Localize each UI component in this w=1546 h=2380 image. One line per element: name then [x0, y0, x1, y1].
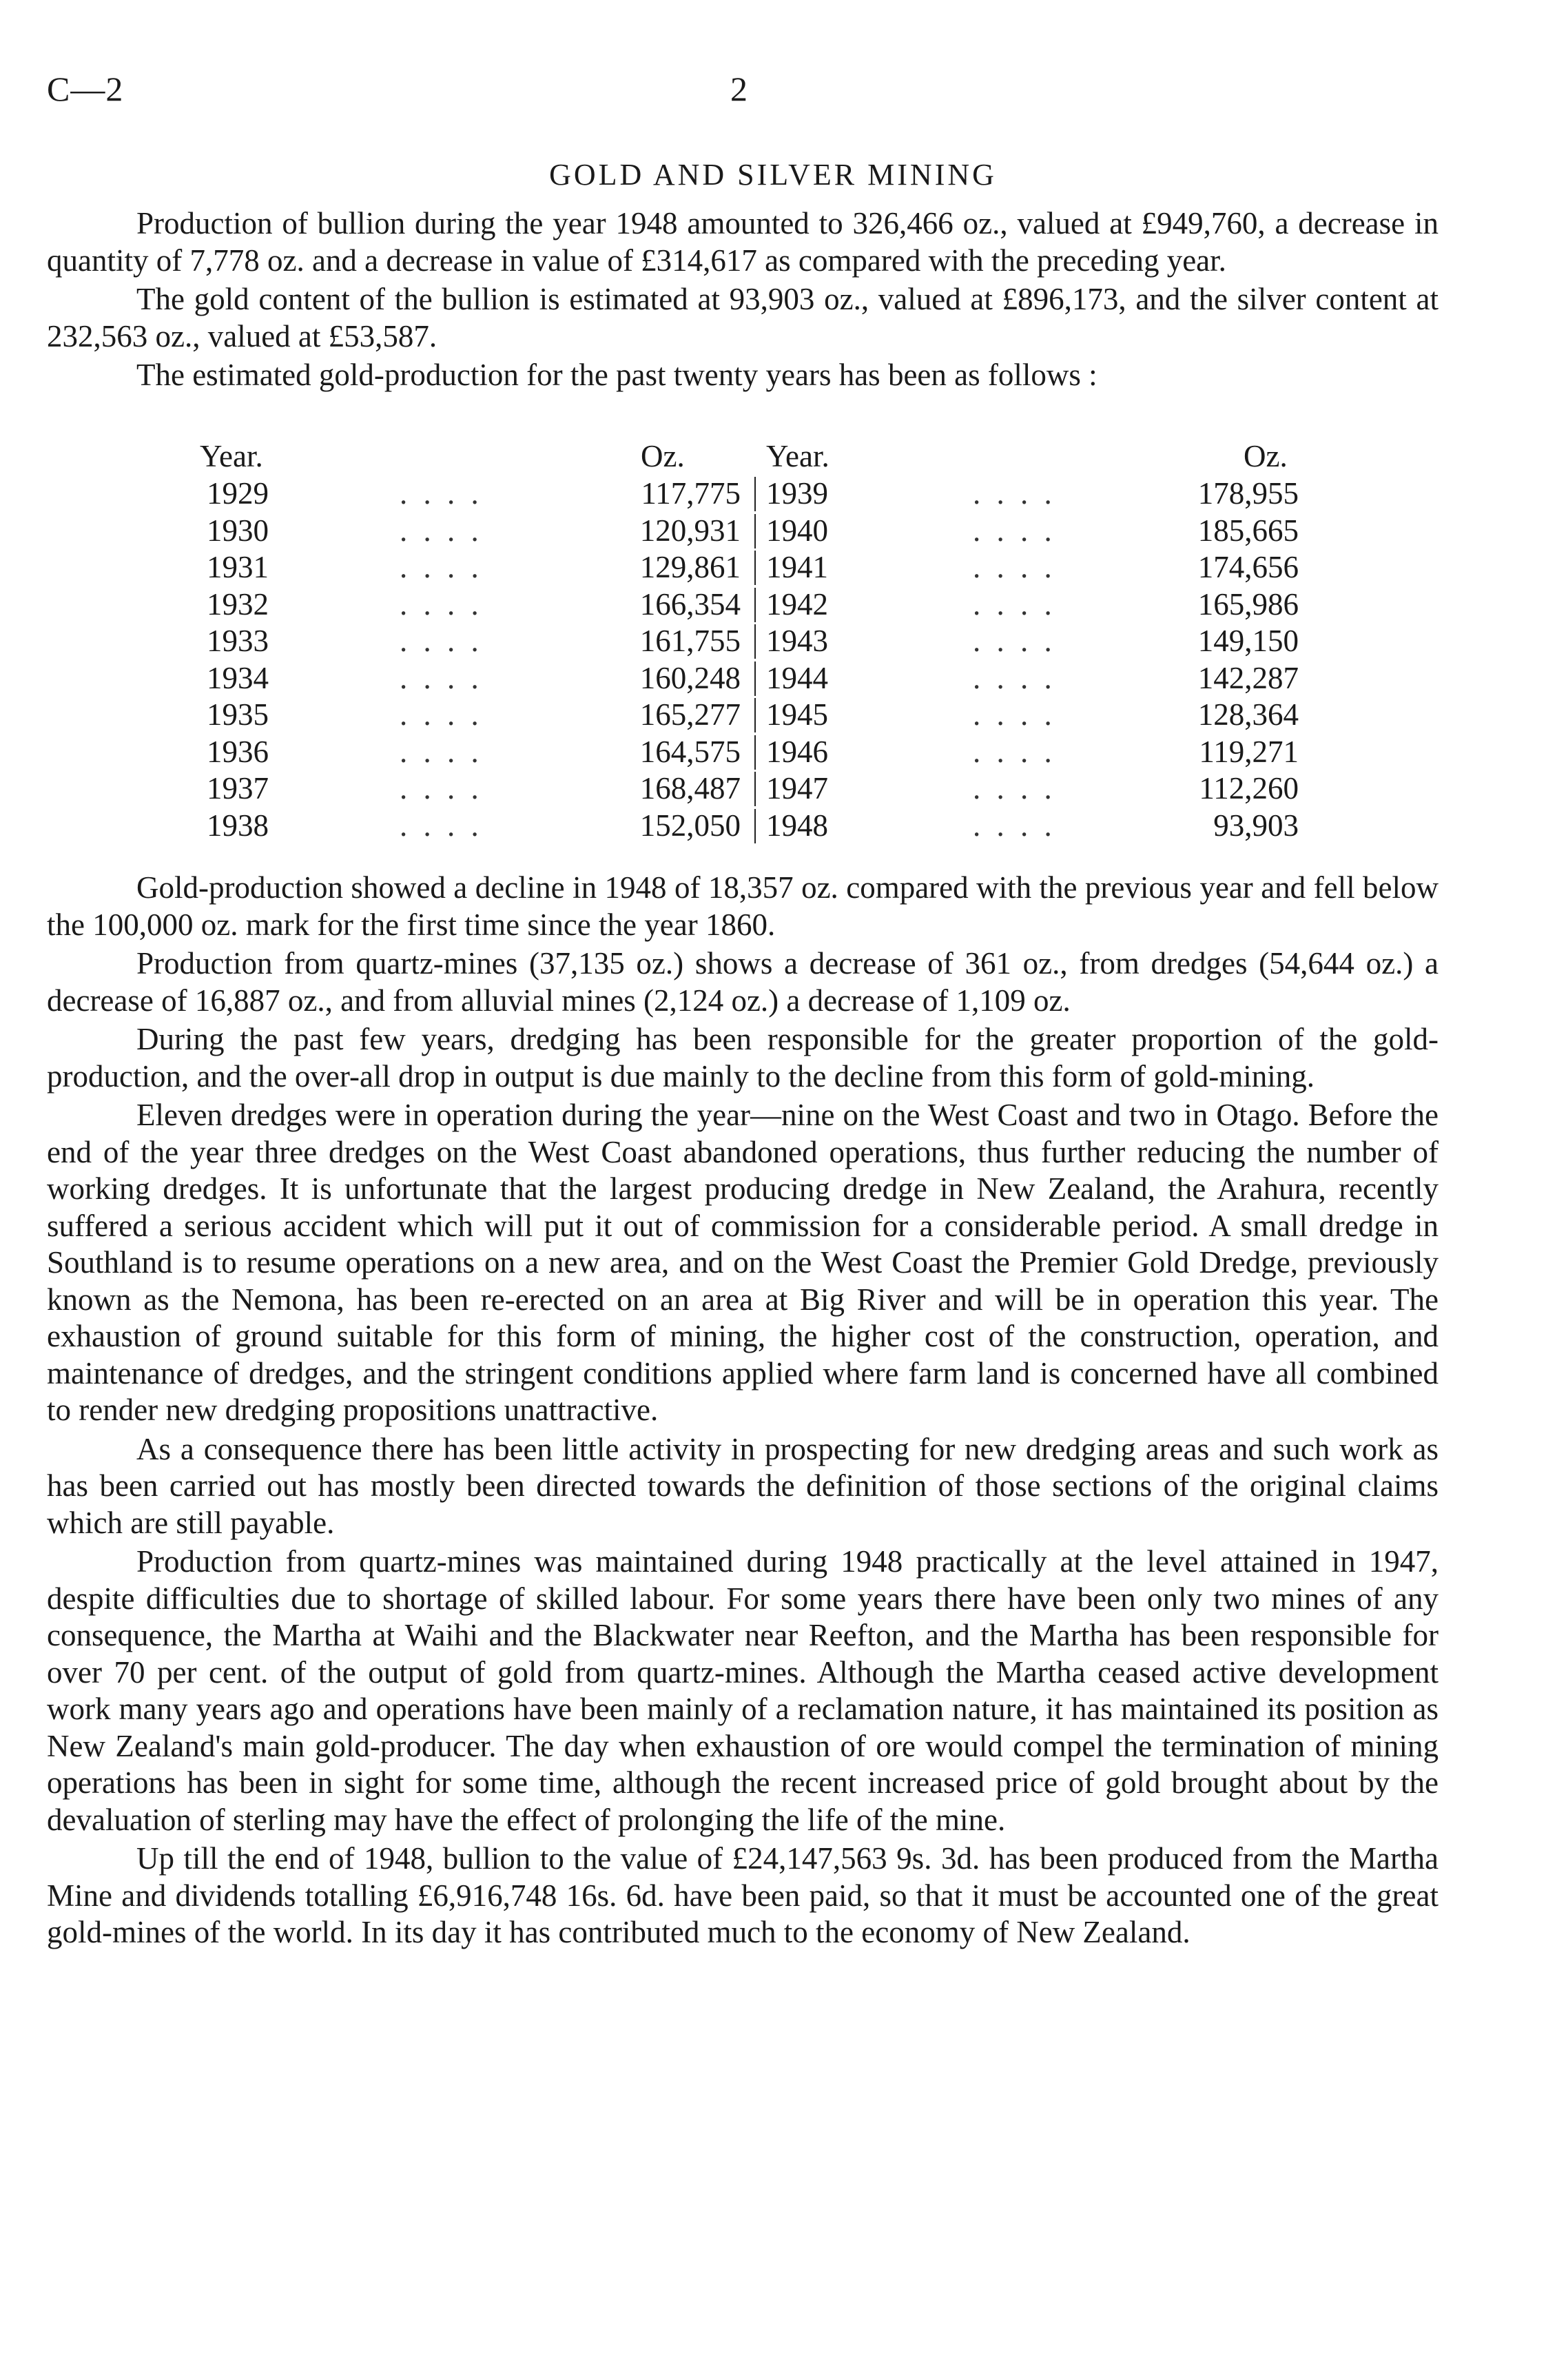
column-divider [754, 661, 756, 696]
year-cell: 1934 [207, 660, 269, 695]
leader-dots: . . . . [400, 660, 483, 695]
year-cell: 1945 [766, 697, 828, 732]
oz-cell: 174,656 [1197, 550, 1299, 584]
paragraph: Production from quartz-mines was maintained during 1948 practically at the level attained in 1947, despite difficulties due to shortage of skilled labour. For some years there have been only two mines of any consequence, the Martha at Waihi and the Blackwater near Reefton, and the Martha has been responsible for over 70 per cent. of the output of gold from quartz-mines. Although the Martha ceased active development work many years ago and operations have been mainly of a reclamation nature, it has maintained its position as New Zealand's main gold-producer. The day when exhaustion of ore would compel the termination of mining operations has been in sight for some time, although the recent increased price of gold brought about by the devaluation of sterling may have the effect of prolonging the life of the mine. [47, 1544, 1439, 1837]
leader-dots: . . . . [400, 550, 483, 584]
leader-dots: . . . . [400, 734, 483, 769]
paragraph: As a consequence there has been little activity in prospecting for new dredging areas and such work as has been carried out has mostly been directed towards the definition of those sections of the original claims which are still payable. [47, 1431, 1439, 1540]
paragraph: Up till the end of 1948, bullion to the value of £24,147,563 9s. 3d. has been produced from the Martha Mine and dividends totalling £6,916,748 16s. 6d. have been paid, so that it must be accounted one of the great gold-mines of the world. In its day it has contributed much to the economy of New Zealand. [47, 1841, 1439, 1949]
oz-cell: 160,248 [639, 660, 741, 695]
year-cell: 1944 [766, 660, 828, 695]
leader-dots: . . . . [400, 697, 483, 732]
year-cell: 1946 [766, 734, 828, 769]
column-divider [754, 735, 756, 770]
paragraph: The gold content of the bullion is estimated at 93,903 oz., valued at £896,173, and the silver content at 232,563 oz., valued at £53,587. [47, 282, 1439, 353]
year-cell: 1939 [766, 476, 828, 511]
oz-cell: 119,271 [1199, 734, 1299, 769]
oz-cell: 93,903 [1213, 808, 1299, 843]
column-divider [754, 514, 756, 548]
column-divider [754, 772, 756, 806]
leader-dots: . . . . [400, 808, 483, 843]
year-cell: 1943 [766, 624, 828, 658]
table-rows [0, 475, 1546, 844]
table-row [0, 513, 1546, 550]
oz-cell: 166,354 [639, 586, 741, 622]
table-row [0, 734, 1546, 771]
table-row [0, 697, 1546, 734]
year-cell: 1929 [207, 476, 269, 511]
year-cell: 1932 [207, 586, 269, 622]
section-code: C—2 [47, 70, 124, 108]
oz-cell: 168,487 [639, 771, 741, 806]
oz-cell: 185,665 [1197, 513, 1299, 548]
column-divider [754, 551, 756, 585]
column-header-year: Year. [200, 439, 263, 473]
oz-cell: 165,277 [639, 697, 741, 732]
year-cell: 1938 [207, 808, 269, 843]
intro-text [47, 205, 1439, 394]
oz-cell: 164,575 [639, 734, 741, 769]
column-divider [754, 809, 756, 843]
gold-production-table [0, 438, 1546, 865]
leader-dots: . . . . [400, 771, 483, 806]
year-cell: 1930 [207, 513, 269, 548]
leader-dots: . . . . [973, 513, 1056, 548]
year-cell: 1937 [207, 771, 269, 806]
column-divider [754, 698, 756, 732]
paragraph: Production of bullion during the year 1948 amounted to 326,466 oz., valued at £949,760, a decrease in quantity of 7,778 oz. and a decrease in value of £314,617 as compared with the preceding year. [47, 206, 1439, 278]
year-cell: 1933 [207, 624, 269, 658]
year-cell: 1948 [766, 808, 828, 843]
table-row [0, 623, 1546, 660]
leader-dots: . . . . [400, 476, 483, 511]
column-divider [754, 588, 756, 622]
year-cell: 1931 [207, 550, 269, 584]
leader-dots: . . . . [973, 697, 1056, 732]
year-cell: 1947 [766, 771, 828, 806]
leader-dots: . . . . [400, 513, 483, 548]
paragraph: Gold-production showed a decline in 1948 of 18,357 oz. compared with the previous year and fell below the 100,000 oz. mark for the first time since the year 1860. [47, 870, 1439, 942]
column-divider [754, 624, 756, 659]
paragraph: Production from quartz-mines (37,135 oz.) shows a decrease of 361 oz., from dredges (54,644 oz.) a decrease of 16,887 oz., and from alluvial mines (2,124 oz.) a decrease of 1,109 oz. [47, 946, 1439, 1018]
year-cell: 1942 [766, 586, 828, 622]
page-number: 2 [730, 70, 748, 108]
column-divider [754, 477, 756, 511]
table-row [0, 475, 1546, 513]
table-row [0, 586, 1546, 624]
oz-cell: 149,150 [1197, 624, 1299, 658]
table-row [0, 808, 1546, 845]
leader-dots: . . . . [973, 771, 1056, 806]
table-row [0, 770, 1546, 808]
year-cell: 1935 [207, 697, 269, 732]
oz-cell: 112,260 [1199, 771, 1299, 806]
oz-cell: 165,986 [1197, 586, 1299, 622]
leader-dots: . . . . [973, 550, 1056, 584]
oz-cell: 161,755 [639, 624, 741, 658]
table-row [0, 660, 1546, 697]
leader-dots: . . . . [973, 476, 1056, 511]
leader-dots: . . . . [973, 586, 1056, 622]
oz-cell: 142,287 [1197, 660, 1299, 695]
year-cell: 1941 [766, 550, 828, 584]
leader-dots: . . . . [973, 808, 1056, 843]
paragraph: Eleven dredges were in operation during the year—nine on the West Coast and two in Otago. Before the end of the year three dredges on the West Coast abandoned operations, thus further reducing the number of working dredges. It is unfortunate that the largest producing dredge in New Zealand, the Arahura, recently suffered a serious accident which will put it out of commission for a considerable period. A small dredge in Southland is to resume operations on a new area, and on the West Coast the Premier Gold Dredge, previously known as the Nemona, has been re-erected on an area at Big River and will be in operation this year. The exhaustion of ground suitable for this form of mining, the higher cost of the construction, operation, and maintenance of dredges, and the stringent conditions applied where farm land is concerned have all combined to render new dredging propositions unattractive. [47, 1098, 1439, 1427]
leader-dots: . . . . [973, 734, 1056, 769]
oz-cell: 129,861 [639, 550, 741, 584]
page-title: GOLD AND SILVER MINING [549, 158, 997, 192]
oz-cell: 128,364 [1197, 697, 1299, 732]
year-cell: 1936 [207, 734, 269, 769]
oz-cell: 152,050 [639, 808, 741, 843]
paragraph: During the past few years, dredging has been responsible for the greater proportion of the gold-production, and the over-all drop in output is due mainly to the decline from this form of gold-mining. [47, 1022, 1439, 1094]
table-row [0, 549, 1546, 586]
leader-dots: . . . . [973, 660, 1056, 695]
year-cell: 1940 [766, 513, 828, 548]
oz-cell: 117,775 [641, 476, 741, 511]
oz-cell: 120,931 [639, 513, 741, 548]
oz-cell: 178,955 [1197, 476, 1299, 511]
column-header-oz: Oz. [641, 439, 685, 473]
leader-dots: . . . . [400, 624, 483, 658]
column-header-year: Year. [766, 439, 829, 473]
leader-dots: . . . . [400, 586, 483, 622]
body-text [47, 870, 1439, 1951]
paragraph: The estimated gold-production for the past twenty years has been as follows : [136, 358, 1097, 392]
column-header-oz: Oz. [1244, 439, 1288, 473]
leader-dots: . . . . [973, 624, 1056, 658]
